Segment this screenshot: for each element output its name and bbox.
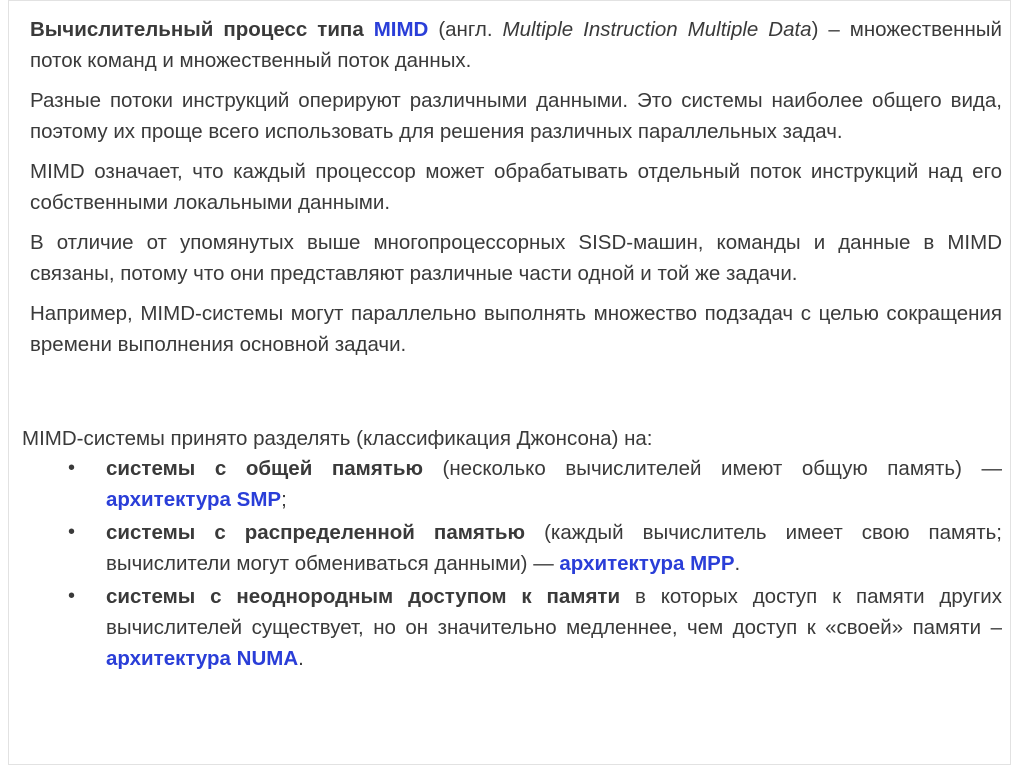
item-end: ; bbox=[281, 488, 287, 511]
list-intro: MIMD-системы принято разделять (классификация Джонсона) на: bbox=[22, 427, 653, 450]
item-text: (несколько вычислителей имеют общую память) — bbox=[422, 457, 1002, 480]
slide-content bbox=[30, 14, 1002, 369]
paragraph-definition bbox=[30, 14, 1002, 76]
bullet-icon: • bbox=[68, 457, 76, 479]
item-bold: системы с неоднородным доступом к памяти bbox=[106, 585, 621, 608]
definition-rest: ) – множественный поток команд и множественный поток данных. bbox=[30, 18, 1002, 72]
mimd-term: MIMD bbox=[373, 18, 429, 41]
list-item bbox=[22, 581, 1002, 674]
bullet-icon: • bbox=[68, 521, 76, 543]
paragraph-3: MIMD означает, что каждый процессор может обрабатывать отдельный поток инструкций над его собственными локальными данными. bbox=[30, 160, 1002, 214]
item-architecture: архитектура MPP bbox=[559, 552, 735, 575]
paragraph-5: Например, MIMD-системы могут параллельно выполнять множество подзадач с целью сокращения времени выполнения основной задачи. bbox=[30, 302, 1002, 356]
item-end: . bbox=[734, 552, 741, 575]
classification-block bbox=[22, 424, 1002, 676]
bullet-icon: • bbox=[68, 585, 76, 607]
item-architecture: архитектура NUMA bbox=[106, 647, 299, 670]
paragraph-4: В отличие от упомянутых выше многопроцессорных SISD-машин, команды и данные в MIMD связаны, потому что они представляют различные части одной и той же задачи. bbox=[30, 231, 1002, 285]
item-architecture: архитектура SMP bbox=[106, 488, 282, 511]
item-bold: системы с распределенной памятью bbox=[106, 521, 525, 544]
item-bold: системы с общей памятью bbox=[106, 457, 423, 480]
term-bold: Вычислительный процесс типа bbox=[30, 18, 364, 41]
paragraph-2: Разные потоки инструкций оперируют различными данными. Это системы наиболее общего вида, поэтому их проще всего использовать для решения различных параллельных задач. bbox=[30, 89, 1002, 143]
item-end: . bbox=[298, 647, 304, 670]
classification-list bbox=[22, 453, 1002, 674]
list-item bbox=[22, 517, 1002, 579]
item-text: в которых доступ к памяти других вычислителей существует, но он значительно медленнее, чем доступ к «своей» памяти – bbox=[106, 585, 1002, 639]
item-text: (каждый вычислитель имеет свою память; вычислители могут обмениваться данными) — bbox=[106, 521, 1002, 575]
english-open: (англ. bbox=[438, 18, 493, 41]
list-item bbox=[22, 453, 1002, 515]
english-name: Multiple Instruction Multiple Data bbox=[502, 18, 812, 41]
